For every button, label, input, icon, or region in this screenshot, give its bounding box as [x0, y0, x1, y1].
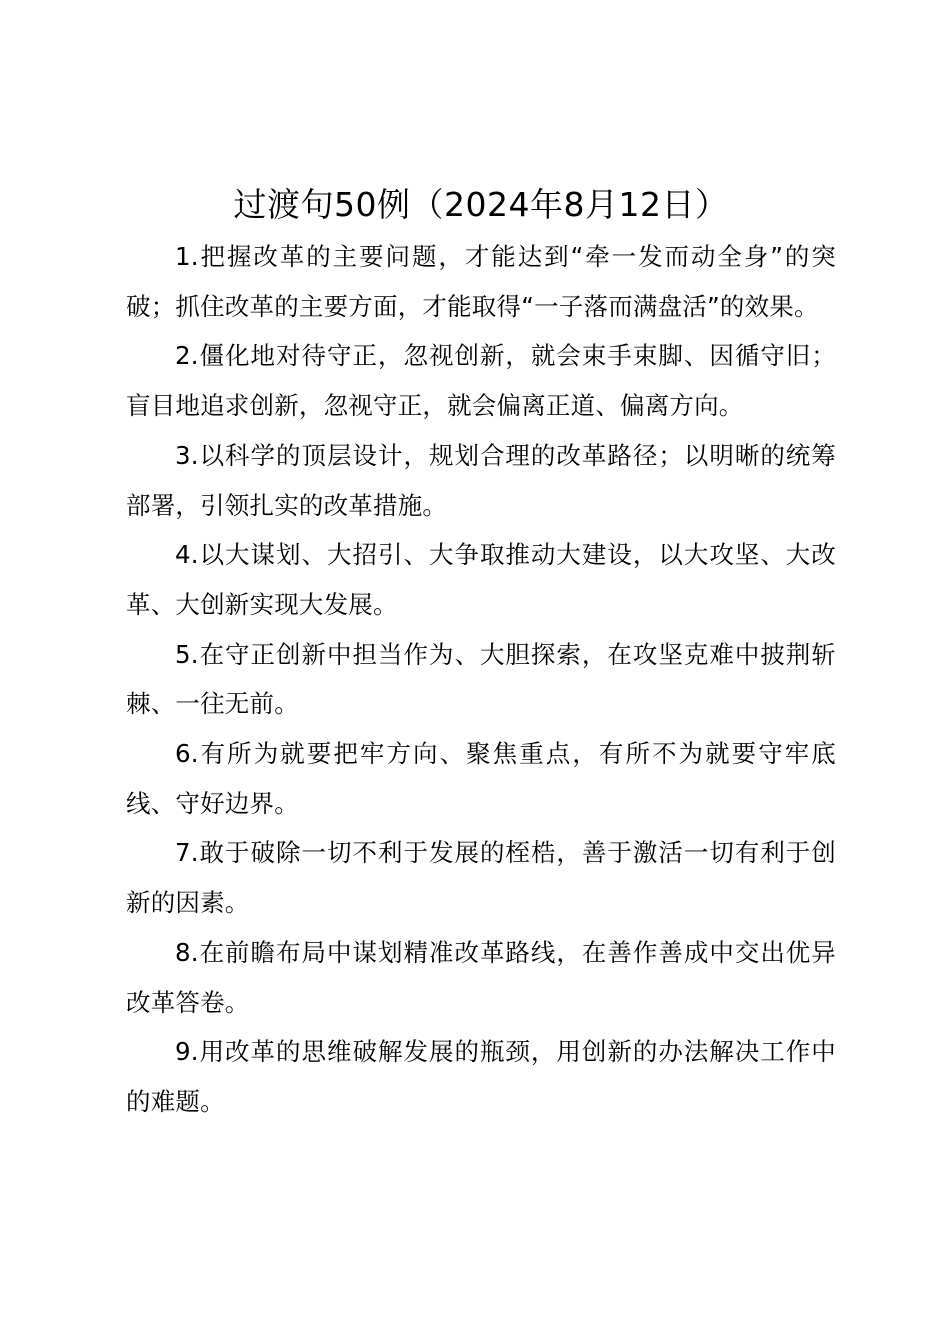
paragraph-1: 1.把握改革的主要问题，才能达到“牵一发而动全身”的突破；抓住改革的主要方面，才能取得“一子落而满盘活”的效果。: [126, 242, 836, 321]
paragraph-4: 4.以大谋划、大招引、大争取推动大建设，以大攻坚、大改革、大创新实现大发展。: [126, 540, 836, 619]
document-title: 过渡句50例（2024年8月12日）: [233, 185, 729, 224]
document-page: [126, 182, 836, 1127]
paragraph-7: 7.敢于破除一切不利于发展的桎梏，善于激活一切有利于创新的因素。: [126, 838, 836, 918]
paragraph-8: 8.在前瞻布局中谋划精准改革路线，在善作善成中交出优异改革答卷。: [126, 937, 836, 1017]
paragraph-3: 3.以科学的顶层设计，规划合理的改革路径；以明晰的统筹部署，引领扎实的改革措施。: [126, 440, 836, 520]
paragraph-9: 9.用改革的思维破解发展的瓶颈，用创新的办法解决工作中的难题。: [126, 1037, 836, 1116]
paragraph-2: 2.僵化地对待守正，忽视创新，就会束手束脚、因循守旧；盲目地追求创新，忽视守正，就会偏离正道、偏离方向。: [126, 341, 836, 421]
paragraph-6: 6.有所为就要把牢方向、聚焦重点，有所不为就要守牢底线、守好边界。: [126, 739, 836, 818]
paragraph-5: 5.在守正创新中担当作为、大胆探索，在攻坚克难中披荆斩棘、一往无前。: [126, 639, 836, 719]
